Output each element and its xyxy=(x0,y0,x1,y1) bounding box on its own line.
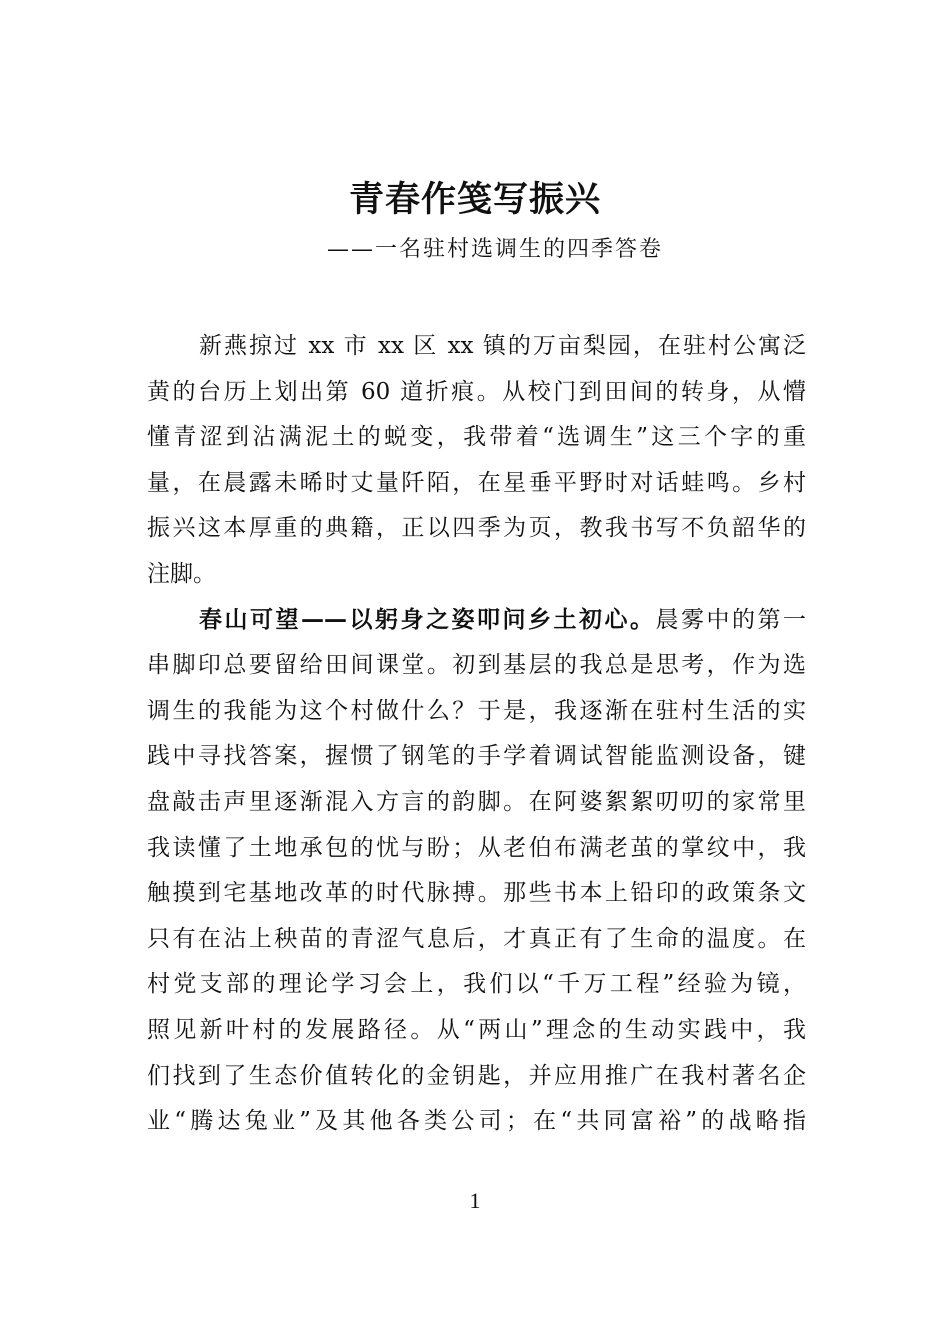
text-line: 触摸到宅基地改革的时代脉搏。那些书本上铅印的政策条文 xyxy=(147,880,806,907)
text-line: 新燕掠过 xx 市 xx 区 xx 镇的万亩梨园，在驻村公寓泛 xyxy=(199,333,806,359)
text-line: 我读懂了土地承包的忧与盼；从老伯布满老茧的掌纹中，我 xyxy=(147,834,806,861)
text-line: 串脚印总要留给田间课堂。初到基层的我总是思考，作为选 xyxy=(147,652,806,679)
text-line: 懂青涩到沾满泥土的蜕变，我带着“选调生”这三个字的重 xyxy=(147,424,806,451)
text-line: 注脚。 xyxy=(147,560,216,587)
document-title: 青春作笺写振兴 xyxy=(348,179,601,220)
text-line: 只有在沾上秧苗的青涩气息后，才真正有了生命的温度。在 xyxy=(147,925,806,952)
paragraph-1 xyxy=(147,324,806,598)
text-line: 盘敲击声里逐渐混入方言的韵脚。在阿婆絮絮叨叨的家常里 xyxy=(147,788,806,815)
text-line: 量，在晨露未晞时丈量阡陌，在星垂平野时对话蛙鸣。乡村 xyxy=(147,469,806,496)
page-number: 1 xyxy=(469,1188,481,1213)
text-line: 践中寻找答案，握惯了钢笔的手学着调试智能监测设备，键 xyxy=(147,743,806,770)
document-subtitle: ——一名驻村选调生的四季答卷 xyxy=(326,237,663,262)
text-line: 振兴这本厚重的典籍，正以四季为页，教我书写不负韶华的 xyxy=(147,515,806,542)
text-line: 村党支部的理论学习会上，我们以“千万工程”经验为镜， xyxy=(147,971,806,998)
text-run: 晨雾中的第一 xyxy=(655,606,806,633)
text-line: 们找到了生态价值转化的金钥匙，并应用推广在我村著名企 xyxy=(147,1062,806,1089)
text-line: 照见新叶村的发展路径。从“两山”理念的生动实践中，我 xyxy=(147,1016,806,1043)
text-line xyxy=(147,598,806,644)
text-line: 黄的台历上划出第 60 道折痕。从校门到田间的转身，从懵 xyxy=(147,378,806,405)
paragraph-2 xyxy=(147,598,806,1145)
text-line: 业“腾达兔业”及其他各类公司；在“共同富裕”的战略指 xyxy=(147,1108,806,1135)
document-body xyxy=(147,324,806,1145)
section-heading: 春山可望——以躬身之姿叩问乡土初心。 xyxy=(199,606,656,633)
text-line: 调生的我能为这个村做什么？于是，我逐渐在驻村生活的实 xyxy=(147,697,806,724)
